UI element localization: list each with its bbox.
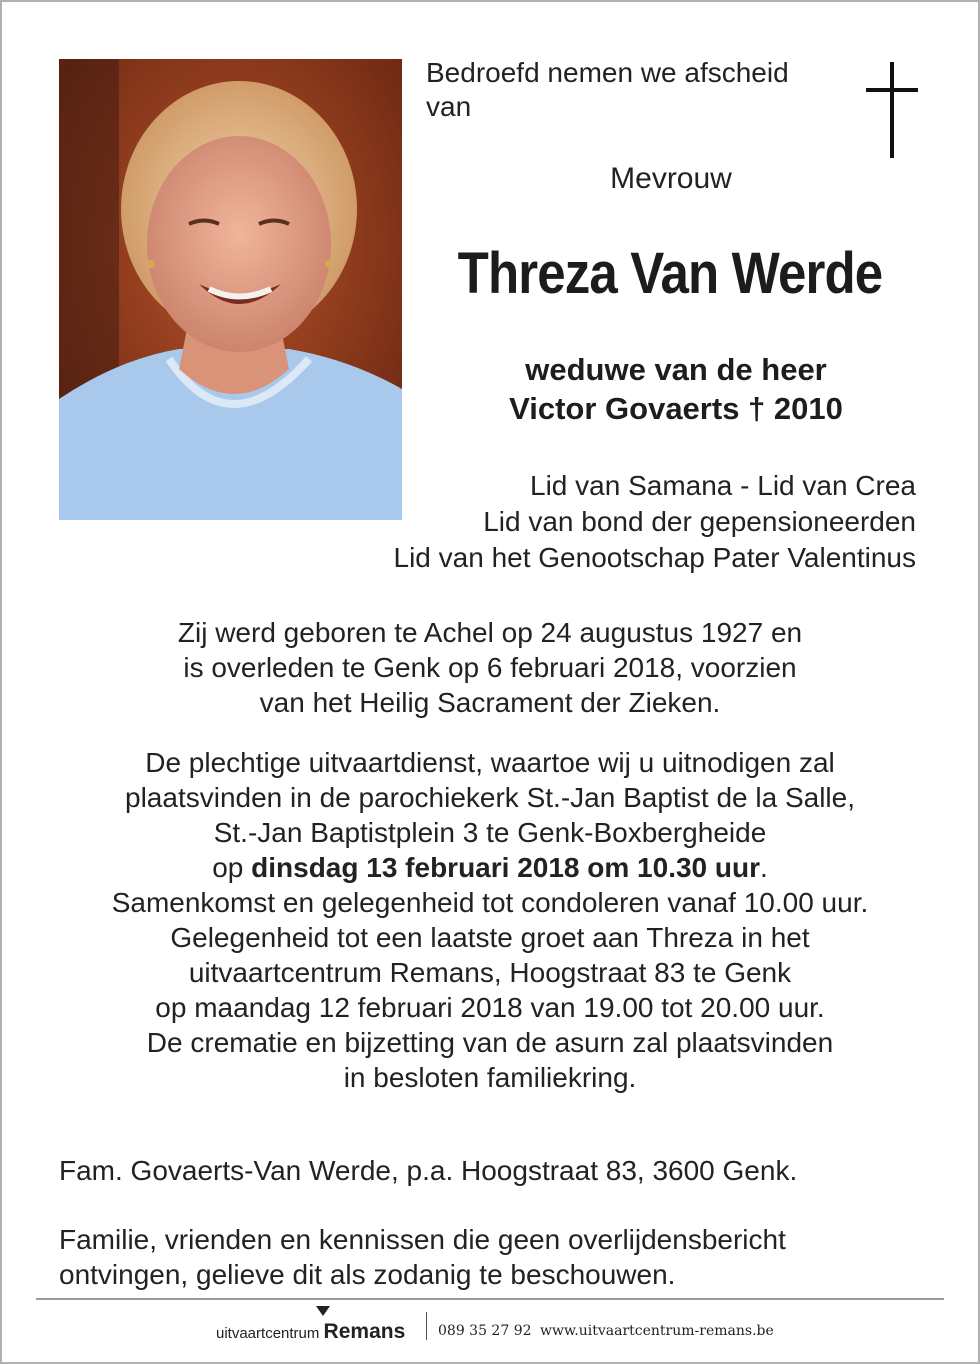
footer-website: www.uitvaartcentrum-remans.be xyxy=(540,1323,774,1339)
membership-line: Lid van het Genootschap Pater Valentinus xyxy=(393,542,916,573)
notice-line: ontvingen, gelieve dit als zodanig te beschouwen. xyxy=(59,1259,676,1290)
membership-line: Lid van bond der gepensioneerden xyxy=(483,506,916,537)
birth-death-paragraph xyxy=(0,615,980,720)
membership-line: Lid van Samana - Lid van Crea xyxy=(530,470,916,501)
footer-brand xyxy=(216,1320,405,1344)
portrait-photo xyxy=(59,59,402,520)
notice-line: Familie, vrienden en kennissen die geen overlijdensbericht xyxy=(59,1224,786,1255)
service-line: Gelegenheid tot een laatste groet aan Threza in het xyxy=(170,922,810,953)
memberships xyxy=(300,468,916,576)
birth-line: Zij werd geboren te Achel op 24 augustus 1927 en xyxy=(177,617,803,648)
intro-line: van xyxy=(426,91,472,122)
service-line: plaatsvinden in de parochiekerk St.-Jan Baptist de la Salle, xyxy=(125,782,855,813)
intro-text xyxy=(426,56,846,124)
birth-line: van het Heilig Sacrament der Zieken. xyxy=(259,687,721,718)
notice-paragraph xyxy=(59,1222,959,1292)
brand-name: Remans xyxy=(323,1320,406,1343)
service-line: De crematie en bijzetting van de asurn zal plaatsvinden xyxy=(146,1027,834,1058)
service-date-prefix: op xyxy=(212,852,252,883)
service-line: Samenkomst en gelegenheid tot condoleren vanaf 10.00 uur. xyxy=(111,887,869,918)
funeral-service-paragraph xyxy=(0,745,980,1095)
birth-line: is overleden te Genk op 6 februari 2018, voorzien xyxy=(183,652,797,683)
service-date-line xyxy=(0,850,980,885)
title-mevrouw: Mevrouw xyxy=(610,162,732,195)
footer-separator xyxy=(426,1312,427,1340)
brand-prefix: uitvaartcentrum xyxy=(216,1325,324,1342)
widow-line: Victor Govaerts † 2010 xyxy=(509,391,843,426)
service-line: De plechtige uitvaartdienst, waartoe wij u uitnodigen zal xyxy=(145,747,835,778)
service-line: uitvaartcentrum Remans, Hoogstraat 83 te Genk xyxy=(188,957,792,988)
footer xyxy=(0,1304,980,1354)
service-date-suffix: . xyxy=(760,852,768,883)
deceased-name: Threza Van Werde xyxy=(457,241,883,306)
cross-icon xyxy=(862,62,922,158)
footer-divider xyxy=(36,1298,944,1300)
service-line: op maandag 12 februari 2018 van 19.00 tot 20.00 uur. xyxy=(155,992,825,1023)
family-address: Fam. Govaerts-Van Werde, p.a. Hoogstraat 83, 3600 Genk. xyxy=(59,1155,798,1186)
service-line: in besloten familiekring. xyxy=(343,1062,637,1093)
intro-line: Bedroefd nemen we afscheid xyxy=(426,57,789,88)
footer-phone: 089 35 27 92 xyxy=(438,1323,532,1339)
logo-arrow-icon xyxy=(316,1306,330,1316)
widow-line: weduwe van de heer xyxy=(525,352,827,387)
widow-of xyxy=(426,350,926,428)
service-date: dinsdag 13 februari 2018 om 10.30 uur xyxy=(251,852,761,883)
service-line: St.-Jan Baptistplein 3 te Genk-Boxbergheide xyxy=(213,817,767,848)
